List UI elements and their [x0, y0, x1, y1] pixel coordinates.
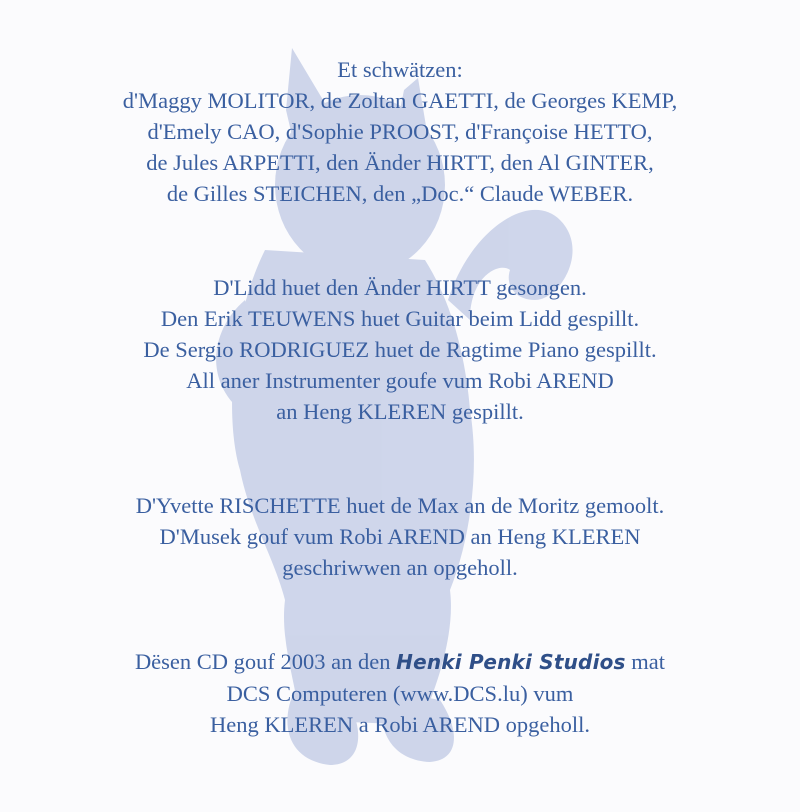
production-line-start: Dësen CD gouf 2003 an den: [134, 649, 397, 674]
studio-name: Henki Penki Studios: [396, 650, 626, 674]
art-music-credits-block: [0, 490, 800, 583]
cast-line: de Gilles STEICHEN, den „Doc.“ Claude WEBER.: [166, 181, 634, 206]
art-line: D'Musek gouf vum Robi AREND an Heng KLEREN: [159, 524, 641, 549]
song-line: Den Erik TEUWENS huet Guitar beim Lidd gespillt.: [160, 306, 640, 331]
art-line: geschriwwen an opgeholl.: [282, 555, 518, 580]
production-credits-block: [0, 646, 800, 740]
cast-heading: Et schwätzen:: [337, 57, 463, 82]
voice-cast-block: [0, 54, 800, 209]
art-line: D'Yvette RISCHETTE huet de Max an de Moritz gemoolt.: [135, 493, 665, 518]
song-credits-block: [0, 272, 800, 427]
production-line: Heng KLEREN a Robi AREND opgeholl.: [210, 712, 590, 737]
song-line: De Sergio RODRIGUEZ huet de Ragtime Piano gespillt.: [143, 337, 657, 362]
cast-line: d'Emely CAO, d'Sophie PROOST, d'Françoise HETTO,: [147, 119, 653, 144]
cast-line: d'Maggy MOLITOR, de Zoltan GAETTI, de Georges KEMP,: [122, 88, 678, 113]
production-line: DCS Computeren (www.DCS.lu) vum: [226, 681, 574, 706]
production-line-end: mat: [625, 649, 666, 674]
song-line: D'Lidd huet den Änder HIRTT gesongen.: [213, 275, 587, 300]
song-line: All aner Instrumenter goufe vum Robi AREND: [186, 368, 614, 393]
song-line: an Heng KLEREN gespillt.: [276, 399, 524, 424]
production-line: [0, 646, 800, 678]
cast-line: de Jules ARPETTI, den Änder HIRTT, den Al GINTER,: [146, 150, 654, 175]
